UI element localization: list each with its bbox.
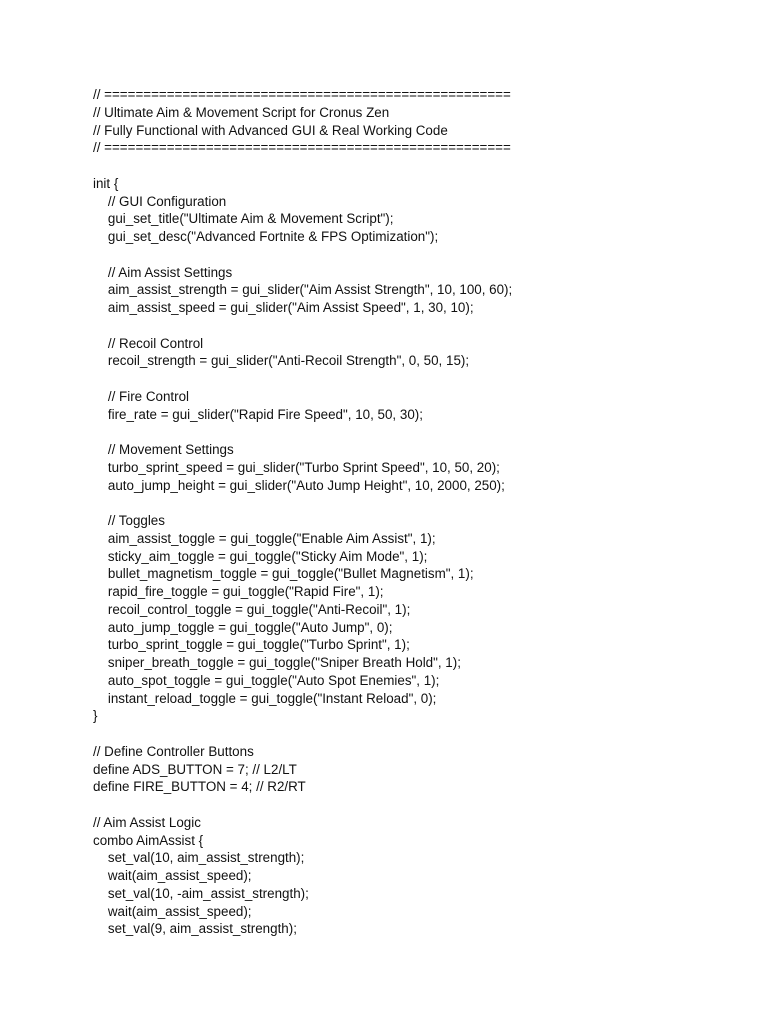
code-line: init { <box>93 175 119 191</box>
code-line: recoil_control_toggle = gui_toggle("Anti-Recoil", 1); <box>93 601 411 617</box>
code-line: fire_rate = gui_slider("Rapid Fire Speed", 10, 50, 30); <box>93 406 423 422</box>
code-line: rapid_fire_toggle = gui_toggle("Rapid Fire", 1); <box>93 584 384 599</box>
code-line: // Aim Assist Settings <box>93 264 233 280</box>
code-line: aim_assist_strength = gui_slider("Aim Assist Strength", 10, 100, 60); <box>93 282 513 298</box>
code-line: // Recoil Control <box>93 335 204 351</box>
code-line: turbo_sprint_toggle = gui_toggle("Turbo Sprint", 1); <box>93 637 410 653</box>
code-line <box>93 796 733 814</box>
code-line <box>93 317 733 335</box>
code-line: gui_set_desc("Advanced Fortnite & FPS Optimization"); <box>93 229 439 244</box>
code-line: // Define Controller Buttons <box>93 743 254 759</box>
code-line: } <box>93 708 98 724</box>
code-line: turbo_sprint_speed = gui_slider("Turbo Sprint Speed", 10, 50, 20); <box>93 459 500 475</box>
code-line: define ADS_BUTTON = 7; // L2/LT <box>93 761 297 777</box>
code-line <box>93 246 733 264</box>
code-line: combo AimAssist { <box>93 832 204 848</box>
code-line: aim_assist_toggle = gui_toggle("Enable Aim Assist", 1); <box>93 530 436 546</box>
code-line: // GUI Configuration <box>93 193 227 209</box>
code-line: // ==================================================== <box>93 140 511 156</box>
code-line: gui_set_title("Ultimate Aim & Movement Script"); <box>93 211 394 227</box>
code-line <box>93 423 733 441</box>
code-line: instant_reload_toggle = gui_toggle("Instant Reload", 0); <box>93 690 437 706</box>
code-line: // Toggles <box>93 513 165 528</box>
code-line: sticky_aim_toggle = gui_toggle("Sticky Aim Mode", 1); <box>93 548 428 564</box>
code-line: set_val(9, aim_assist_strength); <box>93 921 297 937</box>
code-line: // Fire Control <box>93 388 189 404</box>
code-line: wait(aim_assist_speed); <box>93 903 252 919</box>
code-line: auto_spot_toggle = gui_toggle("Auto Spot Enemies", 1); <box>93 672 440 688</box>
code-line: // Movement Settings <box>93 442 234 457</box>
code-line: // Aim Assist Logic <box>93 814 201 830</box>
code-line: // Fully Functional with Advanced GUI & Real Working Code <box>93 122 448 138</box>
code-line: auto_jump_height = gui_slider("Auto Jump Height", 10, 2000, 250); <box>93 477 505 493</box>
code-line: auto_jump_toggle = gui_toggle("Auto Jump", 0); <box>93 619 393 635</box>
code-line <box>93 370 733 388</box>
code-line: bullet_magnetism_toggle = gui_toggle("Bullet Magnetism", 1); <box>93 566 474 582</box>
code-line <box>93 725 733 743</box>
code-line <box>93 157 733 175</box>
code-line: aim_assist_speed = gui_slider("Aim Assist Speed", 1, 30, 10); <box>93 300 474 315</box>
code-line: wait(aim_assist_speed); <box>93 868 252 883</box>
code-line: set_val(10, aim_assist_strength); <box>93 850 305 866</box>
code-line: define FIRE_BUTTON = 4; // R2/RT <box>93 779 306 795</box>
code-line: // Ultimate Aim & Movement Script for Cronus Zen <box>93 104 390 120</box>
code-line: sniper_breath_toggle = gui_toggle("Sniper Breath Hold", 1); <box>93 655 461 670</box>
code-listing <box>93 86 733 938</box>
code-line: // ==================================================== <box>93 87 511 102</box>
code-line: recoil_strength = gui_slider("Anti-Recoil Strength", 0, 50, 15); <box>93 353 470 369</box>
code-line: set_val(10, -aim_assist_strength); <box>93 885 309 901</box>
code-line <box>93 494 733 512</box>
